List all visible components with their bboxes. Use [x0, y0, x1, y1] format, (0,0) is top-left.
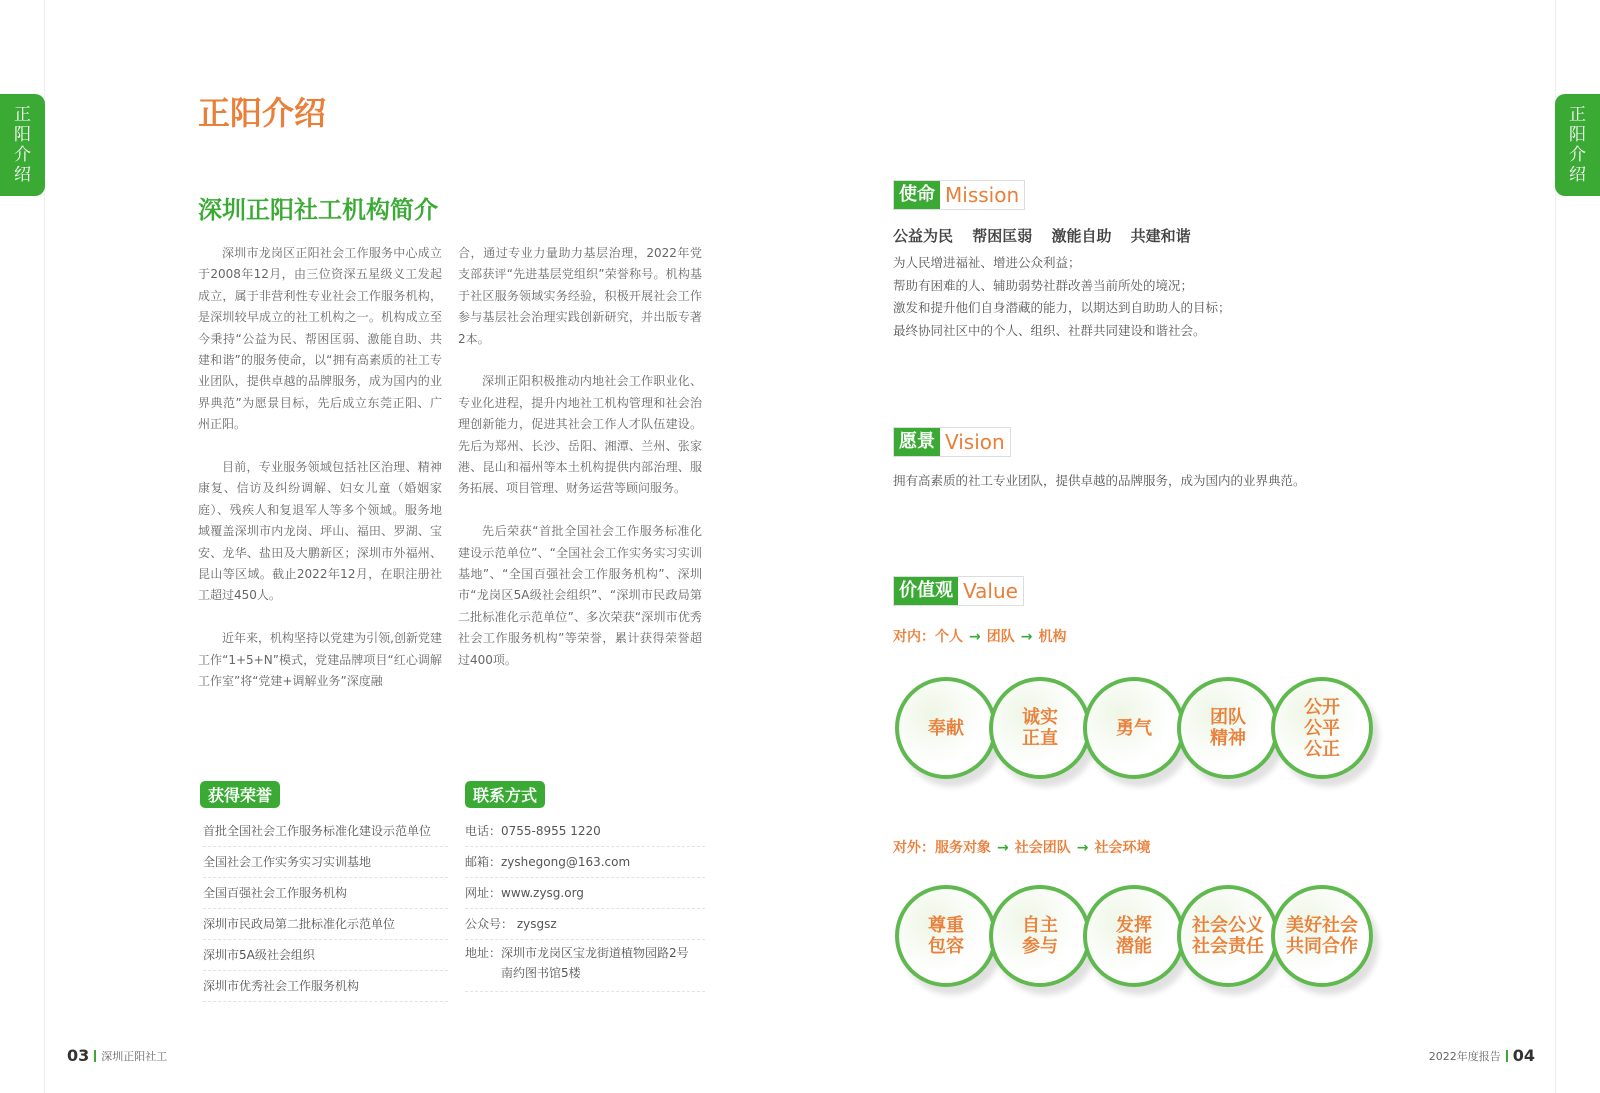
contact-website[interactable]: 网址：www.zysg.org	[465, 878, 705, 909]
list-item: 首批全国社会工作服务标准化建设示范单位	[203, 816, 448, 847]
side-tab-char: 介	[1569, 145, 1586, 165]
heading-cn: 愿景	[894, 428, 940, 456]
intro-paragraph: 合，通过专业力量助力基层治理，2022年党支部获评“先进基层党组织”荣誉称号。机构基于社区服务领域实务经验，积极开展社会工作参与基层社会治理实践创新研究，并出版专著2本。	[458, 246, 702, 346]
honors-list	[203, 816, 448, 1002]
arrow-right-icon: →	[1020, 629, 1033, 645]
mission-line: 帮助有困难的人、辅助弱势社群改善当前所处的境况；	[893, 277, 1194, 293]
flow-step: 社会团队	[1014, 840, 1071, 856]
heading-cn: 价值观	[894, 577, 958, 605]
list-item: 全国社会工作实务实习实训基地	[203, 847, 448, 878]
side-tab-left[interactable]	[0, 94, 45, 196]
mission-slogan: 公益为民 帮困匡弱 激能自助 共建和谐	[893, 227, 1191, 245]
outer-flow	[893, 837, 1150, 857]
flow-step: 服务对象	[935, 840, 991, 856]
flow-label: 对内：	[893, 629, 935, 645]
intro-paragraph: 近年来，机构坚持以党建为引领,创新党建工作“1+5+N”模式，党建品牌项目“红心调解工作室”将“党建+调解业务”深度融	[198, 631, 442, 689]
intro-column-2	[458, 243, 702, 692]
contact-wechat: 公众号： zysgsz	[465, 909, 705, 940]
side-tab-char: 阳	[14, 125, 31, 145]
address-label: 地址：	[465, 946, 502, 960]
intro-paragraph: 先后荣获“首批全国社会工作服务标准化建设示范单位”、“全国社会工作实务实习实训基地”、“全国百强社会工作服务机构”、深圳市“龙岗区5A级社会组织”、“深圳市民政局第二批标准化示范单位”、多次荣获“深圳市优秀社会工作服务机构”等荣誉，累计获得荣誉超过400项。	[458, 524, 702, 667]
page-number: 04	[1512, 1046, 1535, 1065]
flow-step: 个人	[935, 629, 963, 645]
heading-cn: 使命	[894, 181, 940, 209]
list-item: 深圳市5A级社会组织	[203, 940, 448, 971]
contact-address	[465, 940, 705, 992]
mission-lines	[893, 252, 1231, 342]
value-circle: 诚实 正直	[989, 677, 1091, 779]
heading-en: Mission	[945, 183, 1020, 207]
divider	[1506, 1050, 1508, 1062]
outer-values	[895, 885, 1365, 987]
side-tab-right[interactable]	[1555, 94, 1600, 196]
inner-flow	[893, 626, 1066, 646]
side-tab-char: 正	[1569, 105, 1586, 125]
contact-email[interactable]: 邮箱：zyshegong@163.com	[465, 847, 705, 878]
footer-right	[1429, 1046, 1535, 1065]
contact-list	[465, 816, 705, 992]
intro-paragraph: 深圳市龙岗区正阳社会工作服务中心成立于2008年12月，由三位资深五星级义工发起成立，属于非营利性专业社会工作服务机构，是深圳较早成立的社工机构之一。机构成立至今秉持“公益为民、帮困匡弱、激能自助、共建和谐”的服务使命，以“拥有高素质的社工专业团队，提供卓越的品牌服务，成为国内的业界典范”为愿景目标，先后成立东莞正阳、广州正阳。	[198, 246, 442, 432]
flow-step: 机构	[1038, 629, 1067, 645]
value-circle: 团队 精神	[1177, 677, 1279, 779]
side-tab-char: 阳	[1569, 125, 1586, 145]
footer-text: 深圳正阳社工	[101, 1049, 168, 1063]
value-circle: 发挥 潜能	[1083, 885, 1185, 987]
value-circle: 勇气	[1083, 677, 1185, 779]
list-item: 全国百强社会工作服务机构	[203, 878, 448, 909]
flow-label: 对外：	[893, 840, 935, 856]
value-circle: 公开 公平 公正	[1271, 677, 1373, 779]
side-tab-char: 绍	[14, 165, 31, 185]
arrow-right-icon: →	[997, 840, 1009, 856]
list-item: 深圳市优秀社会工作服务机构	[203, 971, 448, 1002]
mission-heading	[893, 180, 1025, 210]
contact-badge: 联系方式	[465, 781, 545, 808]
side-tab-char: 正	[14, 105, 31, 125]
flow-step: 团队	[986, 629, 1015, 645]
flow-step: 社会环境	[1094, 840, 1151, 856]
intro-paragraph: 目前，专业服务领域包括社区治理、精神康复、信访及纠纷调解、妇女儿童（婚姻家庭）、残疾人和复退军人等多个领域。服务地域覆盖深圳市内龙岗、坪山、福田、罗湖、宝安、龙华、盐田及大鹏新区；深圳市外福州、昆山等区域。截止2022年12月，在职注册社工超过450人。	[198, 460, 442, 603]
contact-phone: 电话：0755-8955 1220	[465, 816, 705, 847]
vision-text: 拥有高素质的社工专业团队，提供卓越的品牌服务，成为国内的业界典范。	[893, 473, 1306, 488]
mission-line: 为人民增进福祉、增进公众利益；	[893, 255, 1081, 270]
address-line: 南约图书馆5楼	[501, 966, 581, 980]
footer-text: 2022年度报告	[1428, 1049, 1501, 1063]
side-tab-char: 绍	[1569, 165, 1586, 185]
value-circle: 社会公义 社会责任	[1177, 885, 1279, 987]
value-heading	[893, 576, 1024, 606]
arrow-right-icon: →	[969, 629, 981, 645]
page-number: 03	[67, 1046, 90, 1065]
intro-column-1	[198, 243, 442, 714]
mission-line: 激发和提升他们自身潜藏的能力，以期达到自助助人的目标；	[893, 300, 1231, 315]
list-item: 深圳市民政局第二批标准化示范单位	[203, 909, 448, 940]
divider	[94, 1050, 96, 1062]
side-tab-char: 介	[14, 145, 31, 165]
honors-badge: 获得荣誉	[200, 781, 280, 808]
value-circle: 美好社会 共同合作	[1271, 885, 1373, 987]
arrow-right-icon: →	[1076, 840, 1089, 856]
vision-heading	[893, 427, 1011, 457]
value-circle: 自主 参与	[989, 885, 1091, 987]
value-circle: 奉献	[895, 677, 997, 779]
address-line: 深圳市龙岗区宝龙街道植物园路2号	[501, 946, 689, 960]
section-title: 深圳正阳社工机构简介	[198, 196, 438, 224]
footer-left	[67, 1046, 167, 1065]
mission-line: 最终协同社区中的个人、组织、社群共同建设和谐社会。	[893, 322, 1206, 338]
value-circle: 尊重 包容	[895, 885, 997, 987]
heading-en: Value	[963, 579, 1018, 603]
intro-paragraph: 深圳正阳积极推动内地社会工作职业化、专业化进程，提升内地社工机构管理和社会治理创新能力，促进其社会工作人才队伍建设。先后为郑州、长沙、岳阳、湘潭、兰州、张家港、昆山和福州等本土机构提供内部治理、服务拓展、项目管理、财务运营等顾问服务。	[458, 374, 702, 496]
page-title: 正阳介绍	[198, 94, 327, 132]
inner-values	[895, 677, 1365, 779]
heading-en: Vision	[945, 430, 1005, 454]
